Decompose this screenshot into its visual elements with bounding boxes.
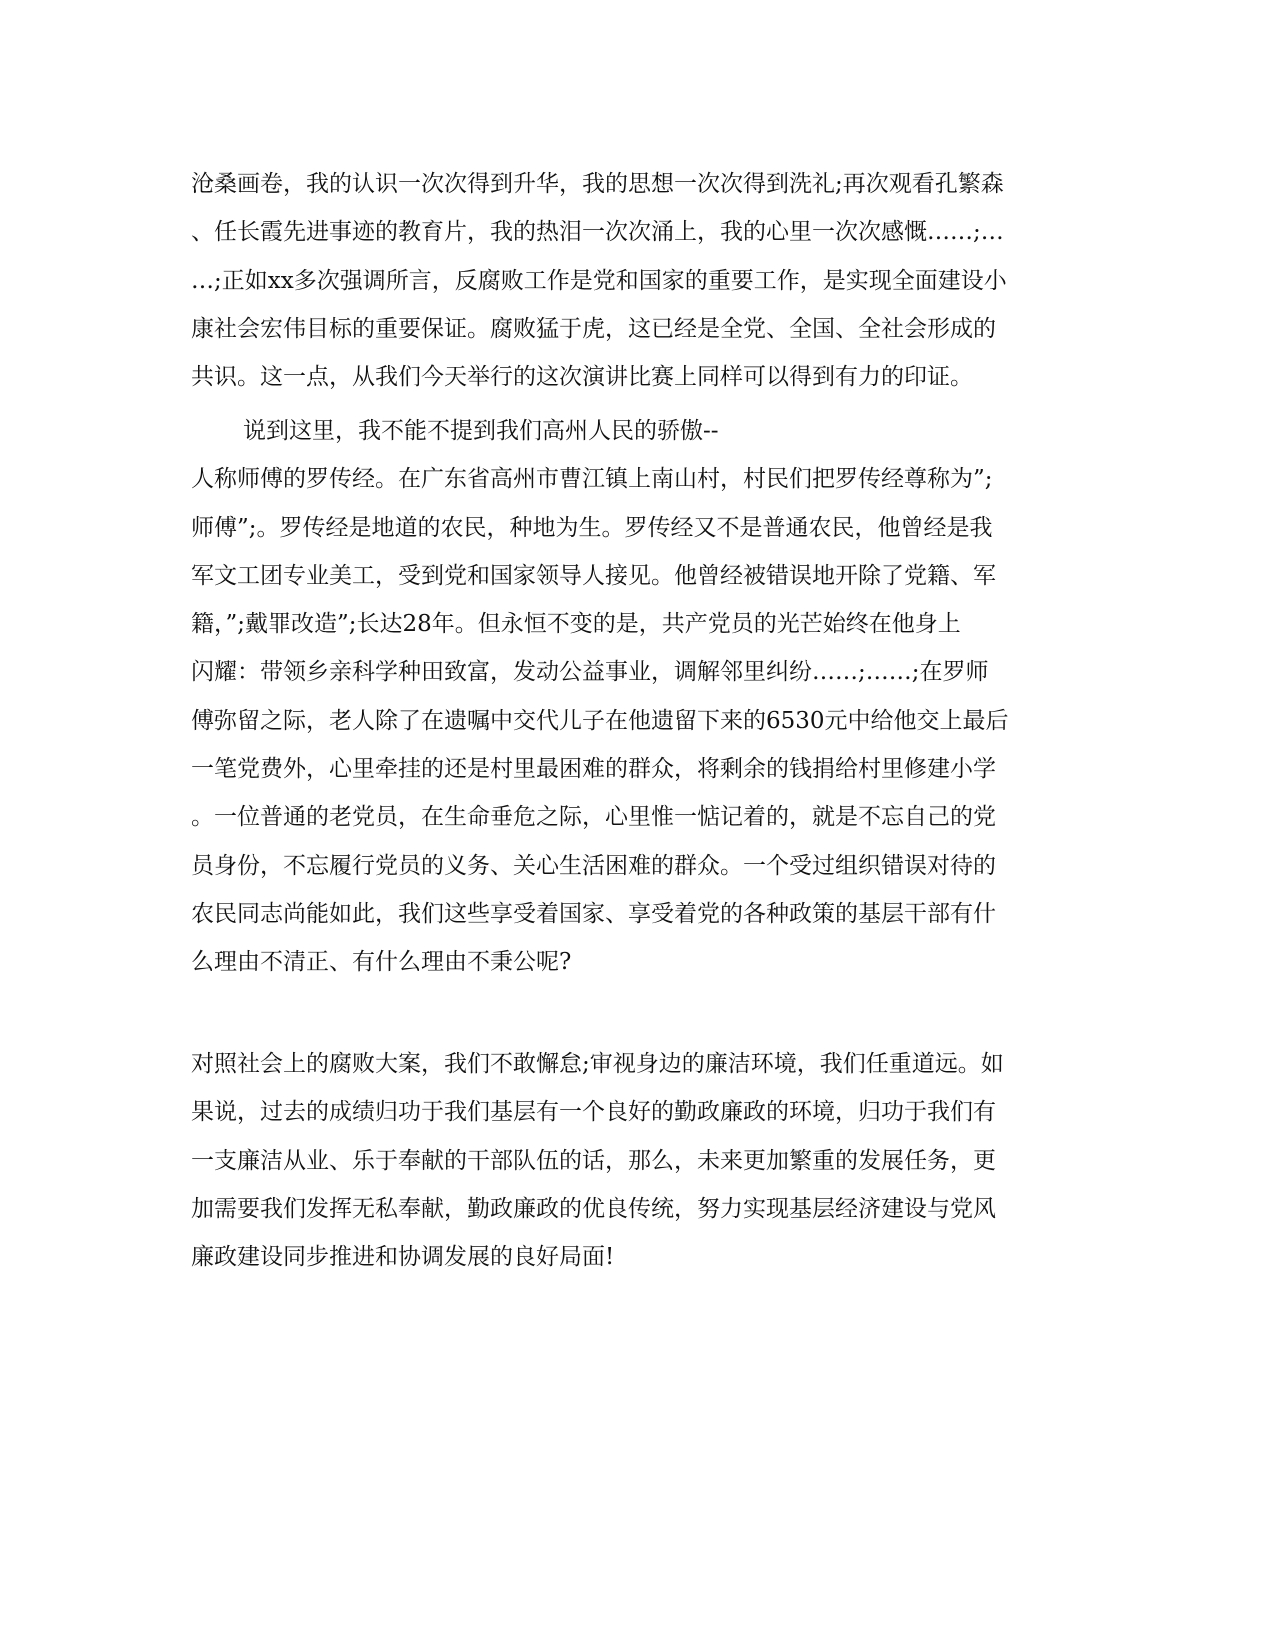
text-line: 闪耀：带领乡亲科学种田致富，发动公益事业，调解邻里纠纷……;……;在罗师 [191, 659, 989, 686]
text-line: 康社会宏伟目标的重要保证。腐败猛于虎，这已经是全党、全国、全社会形成的 [191, 315, 996, 342]
text-line: 军文工团专业美工，受到党和国家领导人接见。他曾经被错误地开除了党籍、军 [191, 562, 996, 589]
text-line: 加需要我们发挥无私奉献，勤政廉政的优良传统，努力实现基层经济建设与党风 [191, 1195, 996, 1222]
text-line: …;正如xx多次强调所言，反腐败工作是党和国家的重要工作，是实现全面建设小 [191, 267, 1007, 294]
text-line: 对照社会上的腐败大案，我们不敢懈怠;审视身边的廉洁环境，我们任重道远。如 [191, 1051, 1004, 1077]
paragraph-3 [191, 1040, 1081, 1281]
text-line: 一笔党费外，心里牵挂的还是村里最困难的群众，将剩余的钱捐给村里修建小学 [191, 756, 996, 783]
text-line: 傅弥留之际，老人除了在遗嘱中交代儿子在他遗留下来的6530元中给他交上最后 [191, 707, 1009, 734]
text-line: 籍，”;戴罪改造”;长达28年。但永恒不变的是，共产党员的光芒始终在他身上 [191, 611, 961, 638]
text-line: 员身份，不忘履行党员的义务、关心生活困难的群众。一个受过组织错误对待的 [191, 852, 996, 879]
text-line: 、任长霞先进事迹的教育片，我的热泪一次次涌上，我的心里一次次感慨……;… [191, 219, 1004, 246]
text-line: 一支廉洁从业、乐于奉献的干部队伍的话，那么，未来更加繁重的发展任务，更 [191, 1147, 996, 1174]
text-line: 说到这里，我不能不提到我们高州人民的骄傲-- [243, 418, 719, 444]
text-line: 果说，过去的成绩归功于我们基层有一个良好的勤政廉政的环境，归功于我们有 [191, 1099, 996, 1126]
text-line: 师傅”;。罗传经是地道的农民，种地为生。罗传经又不是普通农民，他曾经是我 [191, 514, 993, 541]
text-line: 沧桑画卷，我的认识一次次得到升华，我的思想一次次得到洗礼;再次观看孔繁森 [191, 171, 1004, 197]
text-line: 么理由不清正、有什么理由不秉公呢? [191, 949, 572, 976]
text-line: 。一位普通的老党员，在生命垂危之际，心里惟一惦记着的，就是不忘自己的党 [191, 804, 996, 831]
text-line: 人称师傅的罗传经。在广东省高州市曹江镇上南山村，村民们把罗传经尊称为”; [191, 466, 993, 493]
paragraph-2 [191, 407, 1081, 987]
text-line: 共识。这一点，从我们今天举行的这次演讲比赛上同样可以得到有力的印证。 [191, 364, 973, 391]
text-line: 农民同志尚能如此，我们这些享受着国家、享受着党的各种政策的基层干部有什 [191, 900, 996, 927]
paragraph-1 [191, 160, 1081, 401]
text-line: 廉政建设同步推进和协调发展的良好局面! [191, 1244, 615, 1271]
